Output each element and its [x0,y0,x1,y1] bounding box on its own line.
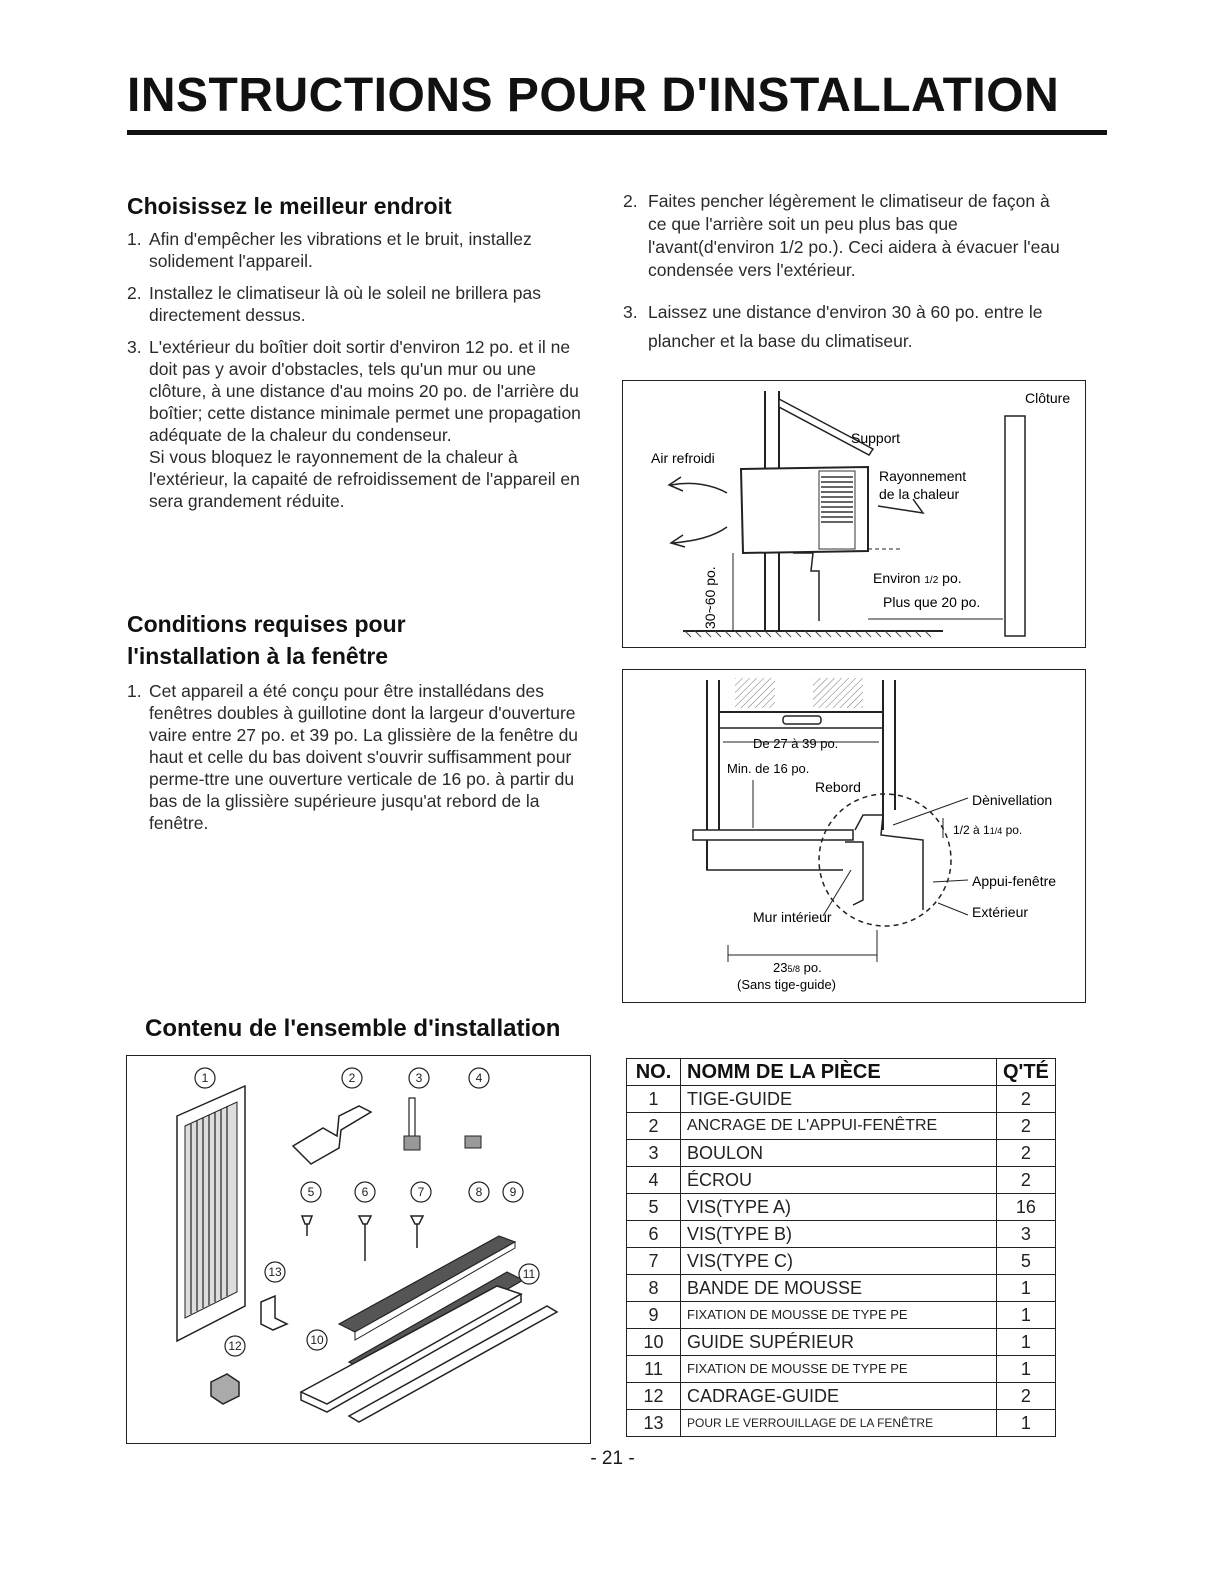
callout-11: 11 [522,1267,536,1281]
label-air-refroidi: Air refroidi [651,450,715,466]
label-width: De 27 à 39 po. [753,736,839,751]
label-sans-tige: (Sans tige-guide) [737,977,836,992]
label-dimension: 235/8 po. [773,960,822,975]
table-row: 13 POUR LE VERROUILLAGE DE LA FENÊTRE 1 [627,1410,1056,1437]
column-header-no: NO. [627,1059,681,1086]
window-diagram [622,669,1086,1003]
table-row: 3 BOULON 2 [627,1140,1056,1167]
column-header-qty: Q'TÉ [997,1059,1056,1086]
table-row: 1 TIGE-GUIDE 2 [627,1086,1056,1113]
callout-3: 3 [415,1071,423,1085]
callout-4: 4 [475,1071,483,1085]
window-illustration [623,670,1084,1001]
table-row: 2 ANCRAGE DE L'APPUI-FENÊTRE 2 [627,1113,1056,1140]
section-heading-choose-location: Choisissez le meilleur endroit [127,193,452,219]
list-item: 3. L'extérieur du boîtier doit sortir d'environ 12 po. et il ne doit pas y avoir d'obstacles, tels qu'un mur ou une clôture, à une distance d'au moins 20 po. de l'arrière du boîtier; cette distance minimale permet une propagation adéquate de la chaleur du condenseur. Si vous bloquez le rayonnement de la chaleur à l'extérieur, la capaité de refroidissement de l'appareil en sera grandement réduite. [127,337,581,511]
label-rayonnement: Rayonnement [879,468,967,484]
table-row: 8 BANDE DE MOUSSE 1 [627,1275,1056,1302]
list-item: 1. Afin d'empêcher les vibrations et le bruit, installez solidement l'appareil. [127,229,532,271]
label-de-la-chaleur: de la chaleur [879,486,960,502]
location-list [127,228,597,522]
window-requirements-list [127,680,597,844]
label-range: 1/2 à 11/4 po. [953,823,1023,837]
table-row: 6 VIS(TYPE B) 3 [627,1221,1056,1248]
callout-8: 8 [475,1185,483,1199]
column-header-name: NOMM DE LA PIÈCE [681,1059,997,1086]
label-environ: Environ 1/2 po. [873,570,962,586]
callout-9: 9 [509,1185,517,1199]
parts-drawing [127,1056,589,1442]
label-min: Min. de 16 po. [727,761,810,776]
label-height: 30~60 po. [702,566,718,629]
callout-10: 10 [310,1333,324,1347]
parts-table [626,1058,1056,1437]
table-row: 12 CADRAGE-GUIDE 2 [627,1383,1056,1410]
title-divider [127,130,1107,135]
callout-1: 1 [201,1071,209,1085]
label-support: Support [851,430,901,446]
table-row: 9 FIXATION DE MOUSSE DE TYPE PE 1 [627,1302,1056,1329]
list-item: 2. Installez le climatiseur là où le soleil ne brillera pas directement dessus. [127,283,541,325]
table-header-row [627,1059,1056,1086]
list-item: 1. Cet appareil a été conçu pour être installédans des fenêtres doubles à guillotine dont la largeur d'ouverture vaire entre 27 po. et 39 po. La glissière de la fenêtre du haut et celle du bas doivent s'ouvrir suffisamment pour perme-ttre une ouverture verticale de 16 po. à partir du bas de la glissière supérieure jusqu'at rebord de la fenêtre. [127,681,579,833]
side-view-diagram [622,380,1086,648]
callout-6: 6 [361,1185,369,1199]
callout-2: 2 [348,1071,356,1085]
callout-7: 7 [417,1185,425,1199]
list-item: 3. Laissez une distance d'environ 30 à 60 po. entre le plancher et la base du climatiseur. [623,302,1043,351]
section-heading-window-requirements: Conditions requises pour l'installation à la fenêtre [127,611,406,669]
label-exterieur: Extérieur [972,904,1029,920]
section-heading-kit-contents: Contenu de l'ensemble d'installation [145,1015,561,1042]
callout-5: 5 [307,1185,315,1199]
table-row: 10 GUIDE SUPÉRIEUR 1 [627,1329,1056,1356]
table-row: 5 VIS(TYPE A) 16 [627,1194,1056,1221]
label-rebord: Rebord [815,779,861,795]
table-row: 4 ÉCROU 2 [627,1167,1056,1194]
tilt-distance-list [623,190,1063,366]
label-denivellation: Dènivellation [972,792,1053,808]
side-view-illustration [623,381,1084,646]
table-row: 7 VIS(TYPE C) 5 [627,1248,1056,1275]
table-row: 11 FIXATION DE MOUSSE DE TYPE PE 1 [627,1356,1056,1383]
parts-illustration [126,1055,591,1444]
label-appui-fenetre: Appui-fenêtre [972,873,1057,889]
page-title: INSTRUCTIONS POUR D'INSTALLATION [127,69,1060,122]
label-cloture: Clôture [1025,390,1071,406]
list-item: 2. Faites pencher légèrement le climatiseur de façon à ce que l'arrière soit un peu plus bas que l'avant(d'environ 1/2 po.). Ceci aidera à évacuer l'eau condensée vers l'extérieur. [623,191,1060,280]
label-plus-que: Plus que 20 po. [883,594,981,610]
callout-12: 12 [228,1339,242,1353]
callout-13: 13 [268,1265,282,1279]
page-number: - 21 - [590,1448,635,1469]
label-mur-interieur: Mur intérieur [753,909,832,925]
